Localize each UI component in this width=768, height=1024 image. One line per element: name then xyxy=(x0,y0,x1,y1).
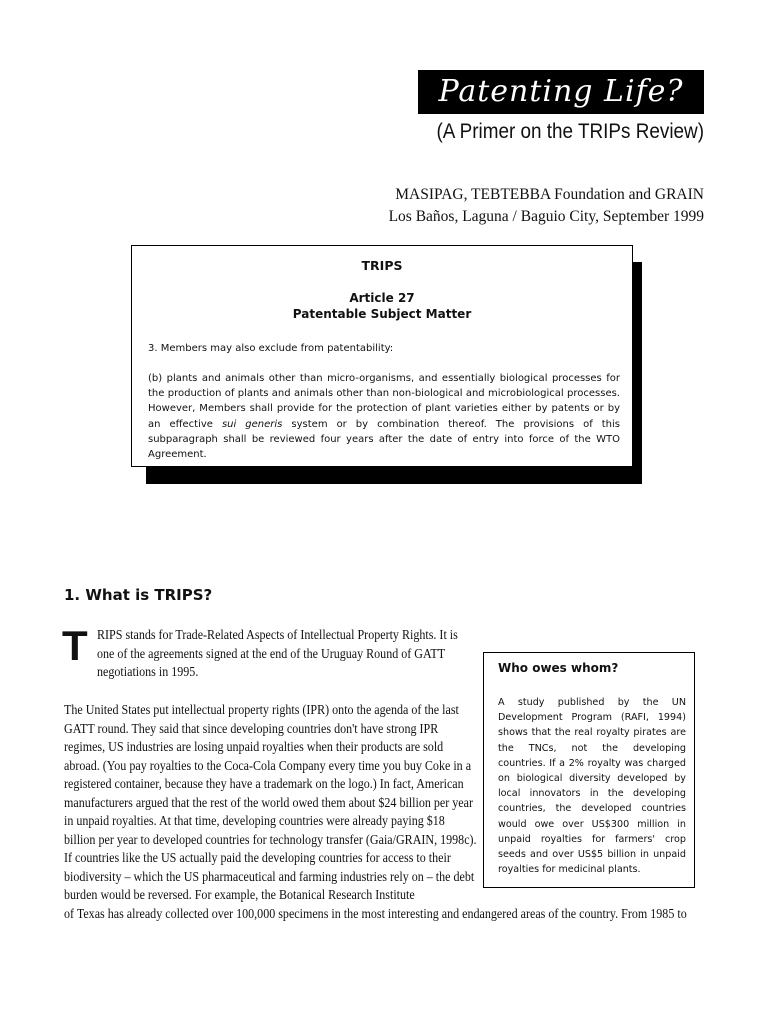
sidebar-text: A study published by the UN Development Program (RAFI, 1994) shows that the real royalty pirates are the TNCs, not the developing countries. If a 2% royalty was charged on biological diversity developed by local innovators in the developing countries, the developed countries would owe over US$300 million in unpaid royalties for farmers' crop seeds and over US$5 billion in unpaid royalties for medicinal plants. xyxy=(498,697,686,876)
article-paragraph-2-italic: sui generis xyxy=(221,418,283,430)
article-number: Article 27 xyxy=(349,291,415,305)
body-paragraph-3: of Texas has already collected over 100,000 specimens in the most interesting and endangered areas of the country. From 1985 to xyxy=(64,907,687,922)
authors-line: MASIPAG, TEBTEBBA Foundation and GRAIN xyxy=(395,186,704,203)
body-paragraph-2: The United States put intellectual property rights (IPR) onto the agenda of the last GATT round. They said that since developing countries don't have strong IPR regimes, US industries are losing unpaid royalties when their products are sold abroad. (You pay royalties to the Coca-Cola Company every time you buy Coke in a registered container, because they have a trademark on the logo.) In fact, American manufacturers argued that the rest of the world owed them about $24 billion per year in unpaid royalties. At that time, developing countries were already paying $18 billion per year to developed countries for technology transfer (Gaia/GRAIN, 1998c). If countries like the US actually paid the developing countries for access to their biodiversity – which the US pharmaceutical and farming industries rely on – the debt burden would be reversed. For example, the Botanical Research Institute xyxy=(64,703,477,903)
article-paragraph-1: 3. Members may also exclude from patentability: xyxy=(148,343,394,354)
article-paragraph-2-end: system or by combination thereof. The provisions of this subparagraph shall be reviewed four years after the date of entry into force of the WTO Agreement. xyxy=(148,418,620,461)
sidebar-box xyxy=(483,652,695,888)
document-title: Patenting Life? xyxy=(418,70,704,114)
drop-cap: T xyxy=(62,622,88,669)
authors-block xyxy=(360,184,704,228)
body-paragraph-1: RIPS stands for Trade-Related Aspects of Intellectual Property Rights. It is one of the agreements signed at the end of the Uruguay Round of GATT negotiations in 1995. xyxy=(97,628,458,680)
trips-box-title: TRIPS xyxy=(361,258,403,273)
article-subtitle: Patentable Subject Matter xyxy=(292,307,472,321)
trips-article-box xyxy=(131,245,633,467)
sidebar-title: Who owes whom? xyxy=(498,661,619,675)
section-heading: 1. What is TRIPS? xyxy=(64,586,213,604)
place-date-line: Los Baños, Laguna / Baguio City, September 1999 xyxy=(388,208,704,225)
article-heading xyxy=(132,290,632,322)
article-paragraph-2-start: (b) plants and animals other than micro-organisms, and essentially biological processes for the production of plants and animals other than non-biological and microbiological processes. However, Members shall provide for the protection of plant varieties either by patents or by an effective xyxy=(148,373,620,430)
article-paragraph-2 xyxy=(148,371,620,462)
document-subtitle: (A Primer on the TRIPs Review) xyxy=(436,120,704,143)
